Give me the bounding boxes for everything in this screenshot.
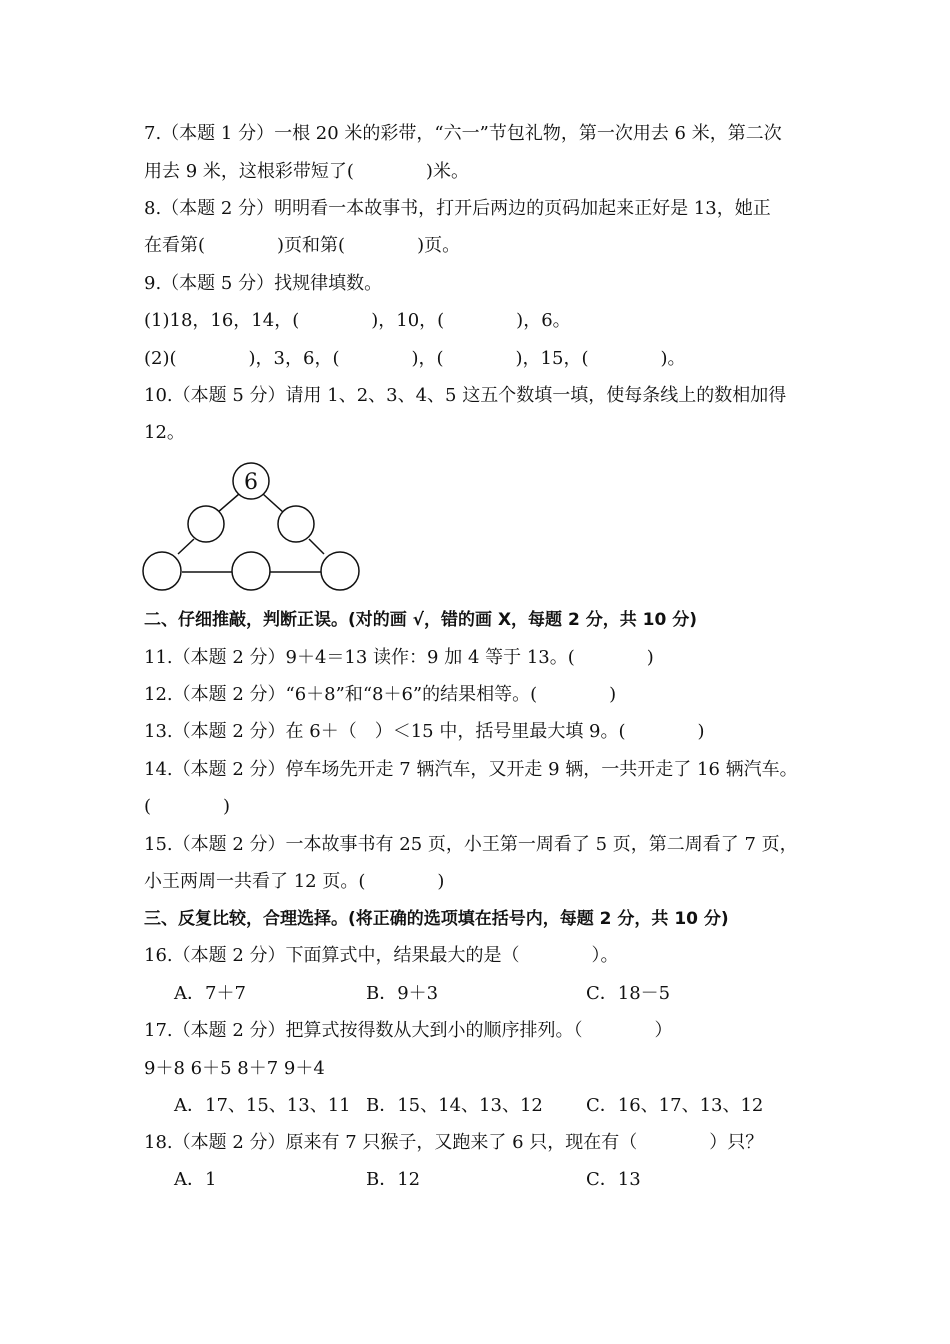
q18-option-c: C．13 (586, 1169, 641, 1190)
q18-option-b: B．12 (366, 1169, 421, 1190)
q8-line2: 在看第( )页和第( )页。 (144, 235, 461, 256)
q8-line1: 8.（本题 2 分）明明看一本故事书，打开后两边的页码加起来正好是 13，她正 (144, 198, 771, 219)
q11: 11.（本题 2 分）9＋4＝13 读作：9 加 4 等于 13。( ) (144, 647, 654, 668)
section3-title: 三、反复比较，合理选择。(将正确的选项填在括号内，每题 2 分，共 10 分) (144, 909, 729, 929)
q17-stem: 17.（本题 2 分）把算式按得数从大到小的顺序排列。（ ） (144, 1020, 673, 1041)
q17-expressions: 9＋8 6＋5 8＋7 9＋4 (144, 1058, 325, 1079)
q14-line1: 14.（本题 2 分）停车场先开走 7 辆汽车，又开走 9 辆，一共开走了 16 辆汽车。 (144, 759, 798, 780)
q15-line2: 小王两周一共看了 12 页。( ) (144, 871, 445, 892)
q7-line2: 用去 9 米，这根彩带短了( )米。 (144, 161, 469, 182)
q9-line1: 9.（本题 5 分）找规律填数。 (144, 273, 383, 294)
q12: 12.（本题 2 分）“6＋8”和“8＋6”的结果相等。( ) (144, 684, 617, 705)
q13: 13.（本题 2 分）在 6＋（ ）＜15 中，括号里最大填 9。( ) (144, 721, 705, 742)
q9-sequence-1: (1)18，16，14，( )，10，( )，6。 (144, 310, 571, 331)
circle-bottom-middle (232, 552, 270, 590)
q18-stem: 18.（本题 2 分）原来有 7 只猴子，又跑来了 6 只，现在有（ ）只？ (144, 1132, 764, 1153)
q7-line1: 7.（本题 1 分）一根 20 米的彩带，“六一”节包礼物，第一次用去 6 米，第二次 (144, 123, 782, 144)
triangle-number-diagram (138, 456, 368, 596)
diagram-line-left-lower (178, 539, 194, 554)
circle-bottom-right (321, 552, 359, 590)
circle-mid-left (188, 506, 224, 542)
section2-title: 二、仔细推敲，判断正误。(对的画 √，错的画 X，每题 2 分，共 10 分) (144, 610, 697, 630)
q17-option-c: C．16、17、13、12 (586, 1095, 764, 1116)
circle-bottom-left (143, 552, 181, 590)
top-circle-number: 6 (244, 470, 258, 495)
q10-line1: 10.（本题 5 分）请用 1、2、3、4、5 这五个数填一填，使每条线上的数相加得 (144, 385, 787, 406)
q15-line1: 15.（本题 2 分）一本故事书有 25 页，小王第一周看了 5 页，第二周看了 7 页， (144, 834, 798, 855)
q17-option-b: B．15、14、13、12 (366, 1095, 543, 1116)
q16-stem: 16.（本题 2 分）下面算式中，结果最大的是（ ）。 (144, 945, 619, 966)
q17-option-a: A．17、15、13、11 (174, 1095, 351, 1116)
q10-line2: 12。 (144, 422, 185, 443)
q18-option-a: A．1 (174, 1169, 217, 1190)
diagram-line-right-lower (309, 539, 324, 554)
q16-option-b: B．9＋3 (366, 983, 439, 1004)
diagram-line-right-upper (263, 494, 284, 513)
q16-option-a: A．7＋7 (174, 983, 246, 1004)
q16-option-c: C．18－5 (586, 983, 671, 1004)
circle-mid-right (278, 506, 314, 542)
q9-sequence-2: (2)( )，3，6，( )，( )，15，( )。 (144, 348, 686, 369)
q14-line2: ( ) (144, 796, 231, 817)
diagram-line-left-upper (217, 494, 239, 513)
